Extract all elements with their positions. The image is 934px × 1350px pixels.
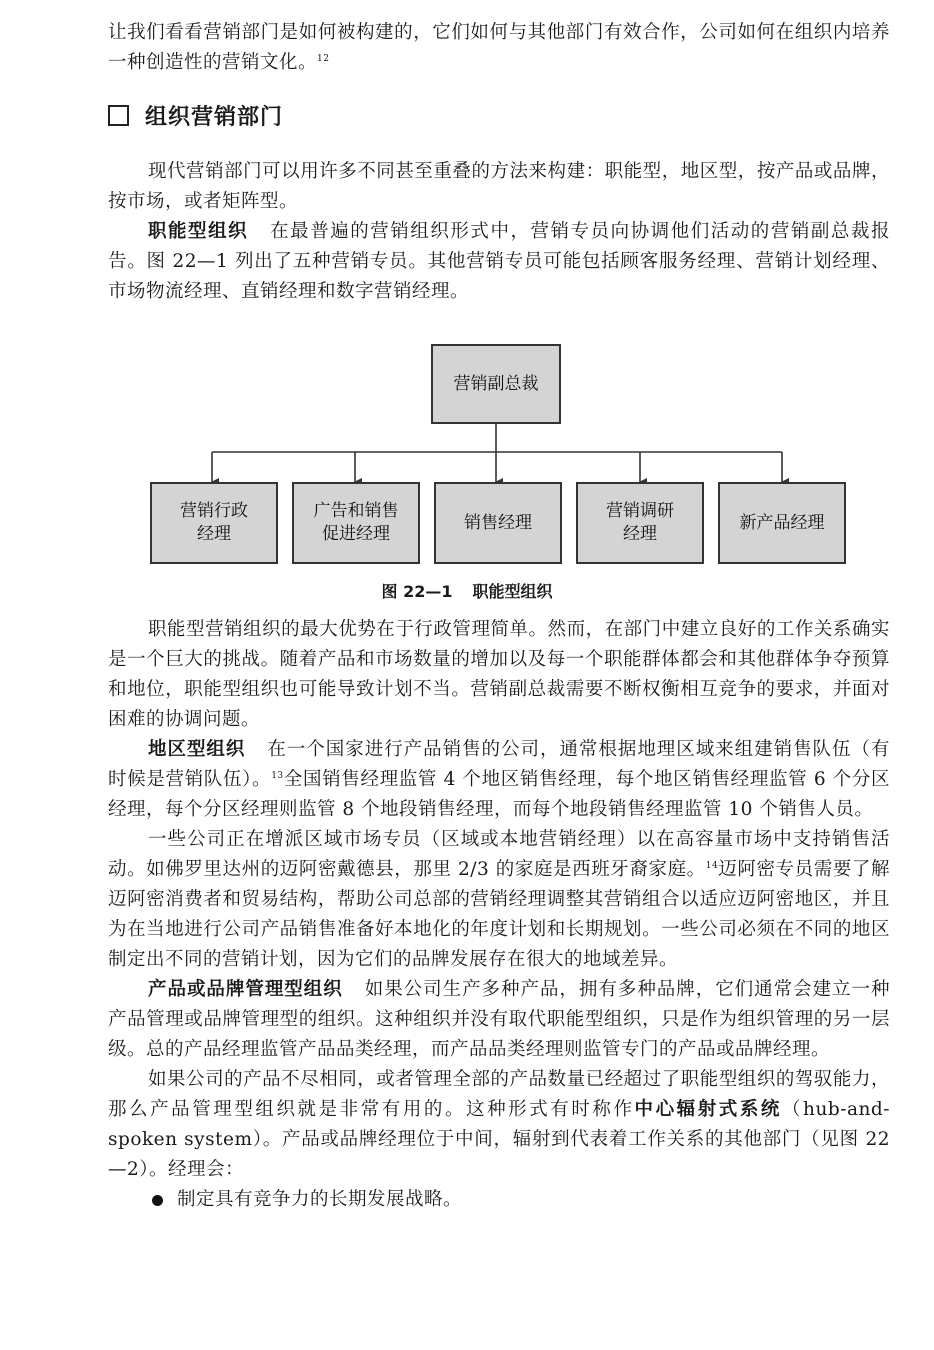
functional-heading: 职能型组织 [148, 221, 249, 242]
node-child-1-label: 营销行政 经理 [180, 501, 248, 544]
page-body [108, 18, 890, 1215]
specialists-text-a: 一些公司正在增派区域市场专员（区域或本地营销经理）以在高容量市场中支持销售活动。如佛罗里达州的迈阿密戴德县，那里 2/3 的家庭是西班牙裔家庭。 [108, 829, 890, 880]
paragraph-overview: 现代营销部门可以用许多不同甚至重叠的方法来构建：职能型，地区型，按产品或品牌，按市场，或者矩阵型。 [108, 161, 890, 212]
hub-term: 中心辐射式系统 [634, 1099, 782, 1120]
paragraph-regional-specialists [108, 825, 890, 975]
paragraph-hub [108, 1065, 890, 1185]
bullet-dot-icon [152, 1195, 163, 1206]
paragraph-functional [108, 217, 890, 307]
bullet-text: 制定具有竞争力的长期发展战略。 [177, 1189, 463, 1210]
paragraph-regional [108, 735, 890, 825]
regional-text-b: 全国销售经理监管 4 个地区销售经理，每个地区销售经理监管 6 个分区经理，每个分区经理则监管 8 个地段销售经理，而每个地段销售经理监管 10 个销售人员。 [108, 769, 890, 820]
node-child-2-label: 广告和销售 促进经理 [313, 501, 399, 544]
node-root-label: 营销副总裁 [453, 373, 539, 394]
paragraph-functional-advantage: 职能型营销组织的最大优势在于行政管理简单。然而，在部门中建立良好的工作关系确实是一个巨大的挑战。随着产品和市场数量的增加以及每一个职能群体都会和其他群体争夺预算和地位，职能型组织也可能导致计划不当。营销副总裁需要不断权衡相互竞争的要求，并面对困难的协调问题。 [108, 619, 890, 730]
specialists-text-b: 迈阿密专员需要了解迈阿密消费者和贸易结构，帮助公司总部的营销经理调整其营销组合以适应迈阿密地区，并且为在当地进行公司产品销售准备好本地化的年度计划和长期规划。一些公司必须在不同的地区制定出不同的营销计划，因为它们的品牌发展存在很大的地域差异。 [108, 859, 890, 970]
hub-text-a: 如果公司的产品不尽相同，或者管理全部的产品数量已经超过了职能型组织的驾驭能力，那么产品管理型组织就是非常有用的。这种形式有时称作 [108, 1069, 890, 1120]
footnote-ref: 12 [317, 53, 330, 64]
node-child-3-label: 销售经理 [464, 512, 532, 533]
hub-text-b: （hub-and-spoken system）。产品或品牌经理位于中间，辐射到代表着工作关系的其他部门（见图 22—2）。经理会： [108, 1099, 890, 1180]
section-heading [108, 100, 890, 131]
intro-paragraph [108, 18, 890, 78]
square-icon [108, 105, 129, 126]
functional-text: 在最普遍的营销组织形式中，营销专员向协调他们活动的营销副总裁报告。图 22—1 列出了五种营销专员。其他营销专员可能包括顾客服务经理、营销计划经理、市场物流经理、直销经理和数字营销经理。 [108, 221, 890, 302]
section-title: 组织营销部门 [145, 105, 284, 130]
regional-text-a: 在一个国家进行产品销售的公司，通常根据地理区域来组建销售队伍（有时候是营销队伍）。 [108, 739, 890, 790]
intro-text: 让我们看看营销部门是如何被构建的，它们如何与其他部门有效合作，公司如何在组织内培养一种创造性的营销文化。 [108, 22, 890, 73]
regional-heading: 地区型组织 [148, 739, 246, 760]
footnote-ref: 14 [705, 860, 719, 871]
figure-number: 图 22—1 [381, 582, 453, 601]
node-child-5-label: 新产品经理 [739, 512, 825, 533]
product-heading: 产品或品牌管理型组织 [148, 979, 343, 1000]
footnote-ref: 13 [271, 770, 284, 781]
node-child-4-label: 营销调研 经理 [606, 501, 674, 544]
paragraph-product [108, 975, 890, 1065]
bullet-item [152, 1185, 890, 1215]
figure-title: 职能型组织 [472, 582, 553, 601]
figure-spacer [108, 307, 890, 615]
product-text: 如果公司生产多种产品，拥有多种品牌，它们通常会建立一种产品管理或品牌管理型的组织。这种组织并没有取代职能型组织，只是作为组织管理的另一层级。总的产品经理监管产品品类经理，而产品品类经理则监管专门的产品或品牌经理。 [108, 979, 890, 1060]
